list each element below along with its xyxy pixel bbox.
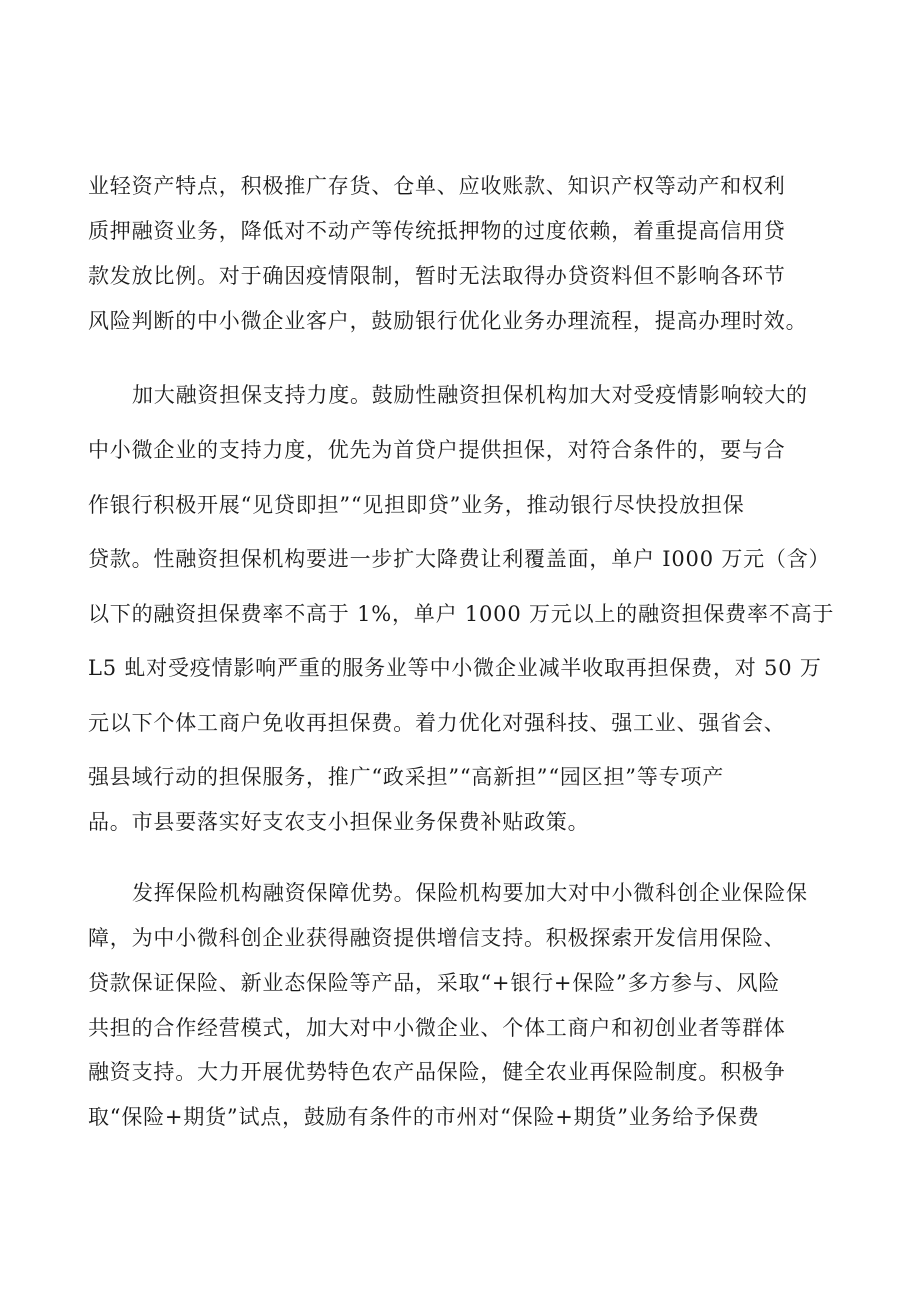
text-line: 元以下个体工商户免收再担保费。着力优化对强科技、强工业、强省会、 — [88, 711, 786, 735]
text-line: 取“保险+期货”试点，鼓励有条件的市州对“保险+期货”业务给予保费 — [88, 1105, 760, 1129]
text-line: 贷款保证保险、新业态保险等产品，采取“+银行+保险”多方参与、风险 — [88, 971, 781, 995]
paragraph-heading-line: 加大融资担保支持力度。鼓励性融资担保机构加大对受疫情影响较大的 — [132, 383, 808, 407]
text-line: L5 虬对受疫情影响严重的服务业等中小微企业减半收取再担保费，对 50 万 — [88, 656, 822, 680]
text-line: 强县域行动的担保服务，推广“政采担”“高新担”“园区担”等专项产 — [88, 765, 725, 789]
text-line: 中小微企业的支持力度，优先为首贷户提供担保，对符合条件的，要与合 — [88, 438, 786, 462]
text-line: 风险判断的中小微企业客户，鼓励银行优化业务办理流程，提高办理时效。 — [88, 309, 808, 333]
text-line: 以下的融资担保费率不高于 1%，单户 1000 万元以上的融资担保费率不高于 — [88, 602, 835, 626]
text-line: 贷款。性融资担保机构要进一步扩大降费让利覆盖面，单户 I000 万元（含） — [88, 547, 831, 571]
text-line: 业轻资产特点，积极推广存货、仓单、应收账款、知识产权等动产和权利 — [88, 174, 786, 198]
text-line: 融资支持。大力开展优势特色农产品保险，健全农业再保险制度。积极争 — [88, 1060, 786, 1084]
text-line: 作银行积极开展“见贷即担”“见担即贷”业务，推动银行尽快投放担保 — [88, 493, 745, 517]
text-line: 共担的合作经营模式，加大对中小微企业、个体工商户和初创业者等群体 — [88, 1016, 786, 1040]
text-line: 质押融资业务，降低对不动产等传统抵押物的过度依赖，着重提高信用贷 — [88, 219, 786, 243]
text-line: 品。市县要落实好支农支小担保业务保费补贴政策。 — [88, 810, 590, 834]
text-line: 障，为中小微科创企业获得融资提供增信支持。积极探索开发信用保险、 — [88, 926, 786, 950]
text-line: 款发放比例。对于确因疫情限制，暂时无法取得办贷资料但不影响各环节 — [88, 264, 786, 288]
paragraph-heading-line: 发挥保险机构融资保障优势。保险机构要加大对中小微科创企业保险保 — [132, 881, 808, 905]
